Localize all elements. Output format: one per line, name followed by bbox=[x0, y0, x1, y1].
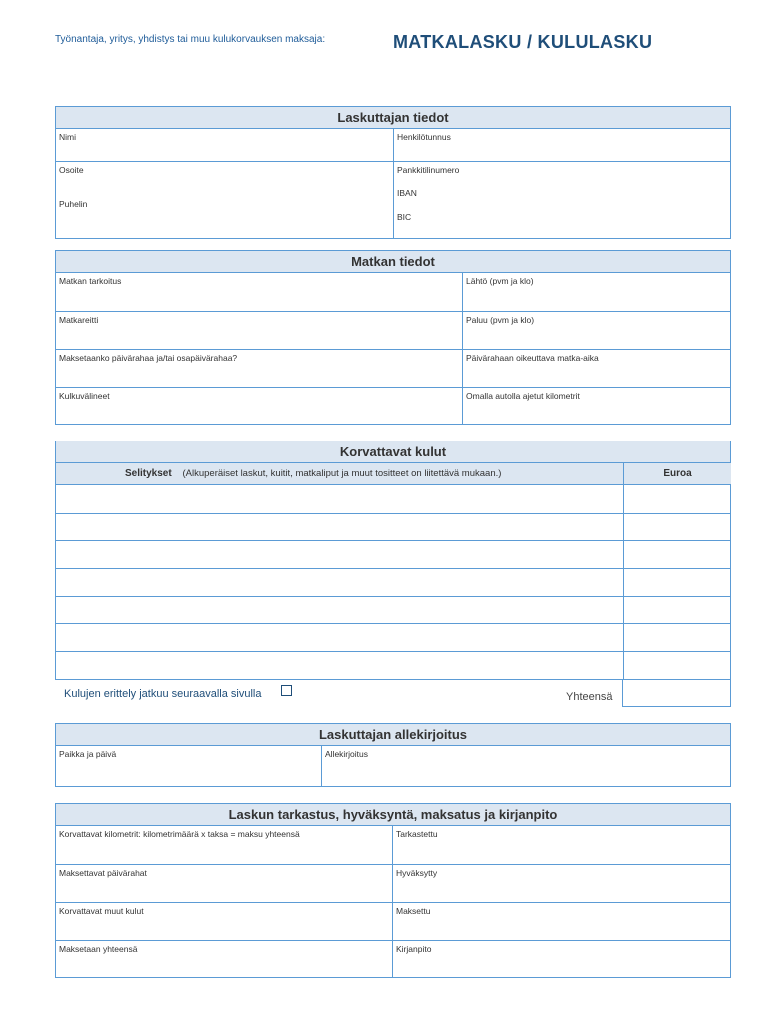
name-label: Nimi bbox=[59, 132, 76, 142]
approved-field[interactable] bbox=[393, 865, 731, 902]
paid-field[interactable] bbox=[393, 903, 731, 940]
allowance-question-field[interactable] bbox=[56, 350, 462, 387]
total-paid-field[interactable] bbox=[56, 941, 392, 977]
allowance-time-label: Päivärahaan oikeuttava matka-aika bbox=[466, 353, 599, 363]
approved-label: Hyväksytty bbox=[396, 868, 438, 878]
iban-label: IBAN bbox=[397, 188, 417, 198]
departure-field[interactable] bbox=[463, 273, 731, 311]
bookkeeping-field[interactable] bbox=[393, 941, 731, 977]
review-section-title: Laskun tarkastus, hyväksyntä, maksatus ja kirjanpito bbox=[56, 804, 730, 826]
km-compensation-label: Korvattavat kilometrit: kilometrimäärä x taksa = maksu yhteensä bbox=[59, 829, 300, 839]
signature-field[interactable] bbox=[322, 746, 731, 786]
address-label: Osoite bbox=[59, 165, 84, 175]
trip-purpose-label: Matkan tarkoitus bbox=[59, 276, 122, 286]
bic-label: BIC bbox=[397, 212, 412, 222]
signature-section bbox=[55, 723, 731, 787]
return-label: Paluu (pvm ja klo) bbox=[466, 315, 535, 325]
continue-note: Kulujen erittely jatkuu seuraavalla sivulla bbox=[64, 688, 262, 700]
vehicles-field[interactable] bbox=[56, 388, 462, 424]
expense-row-7[interactable] bbox=[56, 652, 731, 678]
trip-section-title: Matkan tiedot bbox=[56, 251, 730, 273]
route-field[interactable] bbox=[56, 312, 462, 349]
allowances-field[interactable] bbox=[56, 865, 392, 902]
phone-label: Puhelin bbox=[59, 199, 88, 209]
other-costs-label: Korvattavat muut kulut bbox=[59, 906, 144, 916]
name-field[interactable] bbox=[56, 129, 393, 161]
bookkeeping-label: Kirjanpito bbox=[396, 944, 432, 954]
expenses-col-header bbox=[56, 463, 623, 485]
description-col-title: Selitykset bbox=[125, 468, 172, 479]
trip-section bbox=[55, 250, 731, 425]
expense-row-3[interactable] bbox=[56, 541, 731, 568]
checked-label: Tarkastettu bbox=[396, 829, 438, 839]
bank-account-label: Pankkitilinumero bbox=[397, 165, 460, 175]
expenses-section bbox=[55, 441, 731, 680]
document-title: MATKALASKU / KULULASKU bbox=[393, 32, 653, 52]
allowance-time-field[interactable] bbox=[463, 350, 731, 387]
checked-field[interactable] bbox=[393, 826, 731, 864]
bank-account-field[interactable] bbox=[394, 162, 731, 238]
expense-row-5[interactable] bbox=[56, 597, 731, 623]
return-field[interactable] bbox=[463, 312, 731, 349]
place-date-label: Paikka ja päivä bbox=[59, 749, 117, 759]
claimant-section-title: Laskuttajan tiedot bbox=[56, 107, 730, 129]
expense-row-4[interactable] bbox=[56, 569, 731, 596]
total-paid-label: Maksetaan yhteensä bbox=[59, 944, 138, 954]
expenses-section-title: Korvattavat kulut bbox=[56, 441, 730, 463]
allowance-question-label: Maksetaanko päivärahaa ja/tai osapäivärahaa? bbox=[59, 353, 238, 363]
review-section bbox=[55, 803, 731, 978]
claimant-section bbox=[55, 106, 731, 239]
vehicles-label: Kulkuvälineet bbox=[59, 391, 110, 401]
allowances-label: Maksettavat päivärahat bbox=[59, 868, 147, 878]
amount-col-header bbox=[623, 463, 731, 485]
signature-section-title: Laskuttajan allekirjoitus bbox=[56, 724, 730, 746]
expense-row-6[interactable] bbox=[56, 624, 731, 651]
description-col-note: (Alkuperäiset laskut, kuitit, matkaliput ja muut tositteet on liitettävä mukaan.) bbox=[182, 468, 502, 479]
other-costs-field[interactable] bbox=[56, 903, 392, 940]
paid-label: Maksettu bbox=[396, 906, 431, 916]
total-amount-field[interactable] bbox=[622, 679, 731, 707]
route-label: Matkareitti bbox=[59, 315, 99, 325]
km-compensation-field[interactable] bbox=[56, 826, 392, 864]
place-date-field[interactable] bbox=[56, 746, 321, 786]
own-car-km-label: Omalla autolla ajetut kilometrit bbox=[466, 391, 580, 401]
ssn-field[interactable] bbox=[394, 129, 731, 161]
address-field[interactable] bbox=[56, 162, 393, 238]
departure-label: Lähtö (pvm ja klo) bbox=[466, 276, 534, 286]
continue-checkbox[interactable] bbox=[281, 685, 292, 696]
payer-label: Työnantaja, yritys, yhdistys tai muu kulukorvauksen maksaja: bbox=[55, 34, 326, 45]
own-car-km-field[interactable] bbox=[463, 388, 731, 424]
expense-row-1[interactable] bbox=[56, 486, 731, 513]
expense-row-2[interactable] bbox=[56, 514, 731, 540]
amount-col-title: Euroa bbox=[663, 468, 692, 479]
trip-purpose-field[interactable] bbox=[56, 273, 462, 311]
ssn-label: Henkilötunnus bbox=[397, 132, 451, 142]
signature-label: Allekirjoitus bbox=[325, 749, 368, 759]
total-label: Yhteensä bbox=[566, 691, 613, 703]
